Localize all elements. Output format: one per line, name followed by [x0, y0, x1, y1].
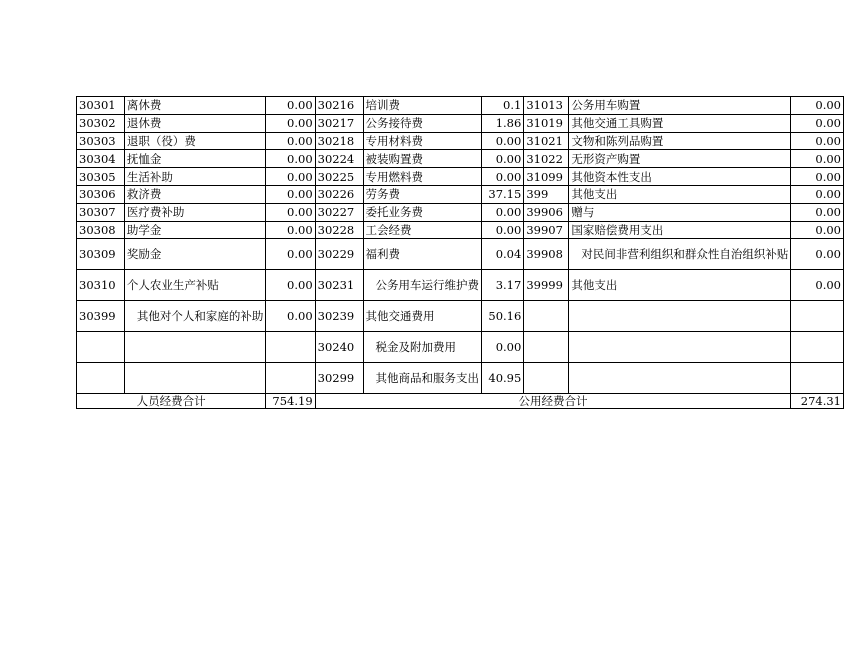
capital-name-cell: 其他支出	[569, 270, 791, 301]
capital-code-cell: 31099	[524, 168, 569, 186]
capital-name-cell: 国家赔偿费用支出	[569, 221, 791, 239]
capital-code-cell: 39999	[524, 270, 569, 301]
personnel-code-cell: 30304	[77, 150, 125, 168]
capital-amount-cell: 0.00	[791, 132, 844, 150]
public-amount-cell: 0.00	[482, 332, 524, 363]
capital-name-cell	[569, 301, 791, 332]
public-name-cell: 被装购置费	[363, 150, 482, 168]
capital-amount-cell	[791, 363, 844, 394]
capital-code-cell: 31013	[524, 97, 569, 115]
public-name-cell: 工会经费	[363, 221, 482, 239]
expense-table-body	[77, 97, 844, 409]
public-name-cell: 福利费	[363, 239, 482, 270]
personnel-name-cell: 奖励金	[124, 239, 266, 270]
capital-name-cell: 其他交通工具购置	[569, 114, 791, 132]
personnel-name-cell: 救济费	[124, 185, 266, 203]
public-name-cell: 其他商品和服务支出	[363, 363, 482, 394]
capital-amount-cell: 0.00	[791, 203, 844, 221]
public-amount-cell: 0.04	[482, 239, 524, 270]
public-name-cell: 税金及附加费用	[363, 332, 482, 363]
personnel-amount-cell: 0.00	[266, 301, 315, 332]
public-amount-cell: 0.00	[482, 221, 524, 239]
public-amount-cell: 50.16	[482, 301, 524, 332]
capital-name-cell: 公务用车购置	[569, 97, 791, 115]
table-row	[77, 150, 844, 168]
capital-name-cell: 无形资产购置	[569, 150, 791, 168]
personnel-amount-cell: 0.00	[266, 239, 315, 270]
public-code-cell: 30224	[315, 150, 363, 168]
personnel-code-cell: 30399	[77, 301, 125, 332]
personnel-amount-cell: 0.00	[266, 203, 315, 221]
public-code-cell: 30227	[315, 203, 363, 221]
public-code-cell: 30229	[315, 239, 363, 270]
personnel-amount-cell	[266, 363, 315, 394]
personnel-total-value: 754.19	[266, 394, 315, 409]
capital-code-cell: 31019	[524, 114, 569, 132]
public-total-value: 274.31	[791, 394, 844, 409]
capital-amount-cell: 0.00	[791, 150, 844, 168]
personnel-name-cell: 退休费	[124, 114, 266, 132]
public-code-cell: 30239	[315, 301, 363, 332]
public-code-cell: 30231	[315, 270, 363, 301]
public-amount-cell: 0.1	[482, 97, 524, 115]
personnel-code-cell: 30309	[77, 239, 125, 270]
personnel-code-cell	[77, 363, 125, 394]
public-name-cell: 公务用车运行维护费	[363, 270, 482, 301]
table-row	[77, 239, 844, 270]
public-amount-cell: 37.15	[482, 185, 524, 203]
public-code-cell: 30216	[315, 97, 363, 115]
personnel-amount-cell: 0.00	[266, 97, 315, 115]
capital-amount-cell	[791, 301, 844, 332]
personnel-total-label: 人员经费合计	[77, 394, 266, 409]
personnel-code-cell: 30303	[77, 132, 125, 150]
personnel-name-cell: 医疗费补助	[124, 203, 266, 221]
personnel-amount-cell: 0.00	[266, 221, 315, 239]
public-name-cell: 公务接待费	[363, 114, 482, 132]
capital-code-cell: 39907	[524, 221, 569, 239]
personnel-amount-cell: 0.00	[266, 132, 315, 150]
public-code-cell: 30226	[315, 185, 363, 203]
expense-table	[76, 96, 844, 409]
table-row	[77, 185, 844, 203]
capital-code-cell: 39906	[524, 203, 569, 221]
personnel-name-cell	[124, 332, 266, 363]
table-row	[77, 114, 844, 132]
public-total-label: 公用经费合计	[315, 394, 791, 409]
capital-amount-cell: 0.00	[791, 239, 844, 270]
public-name-cell: 其他交通费用	[363, 301, 482, 332]
public-amount-cell: 0.00	[482, 203, 524, 221]
public-amount-cell: 40.95	[482, 363, 524, 394]
personnel-name-cell: 抚恤金	[124, 150, 266, 168]
capital-name-cell	[569, 332, 791, 363]
capital-amount-cell: 0.00	[791, 97, 844, 115]
capital-code-cell	[524, 301, 569, 332]
public-name-cell: 培训费	[363, 97, 482, 115]
personnel-name-cell: 离休费	[124, 97, 266, 115]
capital-code-cell	[524, 363, 569, 394]
public-name-cell: 劳务费	[363, 185, 482, 203]
public-amount-cell: 0.00	[482, 132, 524, 150]
table-row	[77, 168, 844, 186]
table-row	[77, 132, 844, 150]
personnel-amount-cell: 0.00	[266, 114, 315, 132]
capital-amount-cell: 0.00	[791, 114, 844, 132]
table-row	[77, 332, 844, 363]
capital-code-cell: 39908	[524, 239, 569, 270]
capital-name-cell: 其他支出	[569, 185, 791, 203]
personnel-name-cell: 个人农业生产补贴	[124, 270, 266, 301]
capital-amount-cell: 0.00	[791, 185, 844, 203]
personnel-code-cell: 30306	[77, 185, 125, 203]
table-row	[77, 97, 844, 115]
capital-amount-cell: 0.00	[791, 270, 844, 301]
personnel-amount-cell: 0.00	[266, 270, 315, 301]
public-amount-cell: 3.17	[482, 270, 524, 301]
public-amount-cell: 0.00	[482, 168, 524, 186]
public-code-cell: 30240	[315, 332, 363, 363]
table-row	[77, 301, 844, 332]
totals-row	[77, 394, 844, 409]
personnel-name-cell: 退职（役）费	[124, 132, 266, 150]
table-row	[77, 203, 844, 221]
public-name-cell: 专用材料费	[363, 132, 482, 150]
personnel-code-cell: 30308	[77, 221, 125, 239]
capital-amount-cell: 0.00	[791, 221, 844, 239]
personnel-amount-cell	[266, 332, 315, 363]
personnel-name-cell: 生活补助	[124, 168, 266, 186]
capital-name-cell: 对民间非营利组织和群众性自治组织补贴	[569, 239, 791, 270]
capital-code-cell: 399	[524, 185, 569, 203]
capital-code-cell	[524, 332, 569, 363]
public-code-cell: 30218	[315, 132, 363, 150]
public-name-cell: 专用燃料费	[363, 168, 482, 186]
personnel-code-cell: 30307	[77, 203, 125, 221]
table-row	[77, 363, 844, 394]
public-code-cell: 30225	[315, 168, 363, 186]
capital-name-cell	[569, 363, 791, 394]
personnel-code-cell: 30302	[77, 114, 125, 132]
capital-name-cell: 其他资本性支出	[569, 168, 791, 186]
capital-name-cell: 赠与	[569, 203, 791, 221]
personnel-name-cell: 其他对个人和家庭的补助	[124, 301, 266, 332]
public-code-cell: 30217	[315, 114, 363, 132]
public-amount-cell: 0.00	[482, 150, 524, 168]
personnel-amount-cell: 0.00	[266, 185, 315, 203]
personnel-code-cell: 30305	[77, 168, 125, 186]
table-row	[77, 270, 844, 301]
public-code-cell: 30228	[315, 221, 363, 239]
personnel-amount-cell: 0.00	[266, 168, 315, 186]
capital-amount-cell: 0.00	[791, 168, 844, 186]
capital-name-cell: 文物和陈列品购置	[569, 132, 791, 150]
personnel-name-cell	[124, 363, 266, 394]
personnel-name-cell: 助学金	[124, 221, 266, 239]
personnel-code-cell	[77, 332, 125, 363]
personnel-code-cell: 30301	[77, 97, 125, 115]
public-name-cell: 委托业务费	[363, 203, 482, 221]
public-code-cell: 30299	[315, 363, 363, 394]
personnel-code-cell: 30310	[77, 270, 125, 301]
table-row	[77, 221, 844, 239]
capital-amount-cell	[791, 332, 844, 363]
capital-code-cell: 31022	[524, 150, 569, 168]
personnel-amount-cell: 0.00	[266, 150, 315, 168]
capital-code-cell: 31021	[524, 132, 569, 150]
public-amount-cell: 1.86	[482, 114, 524, 132]
